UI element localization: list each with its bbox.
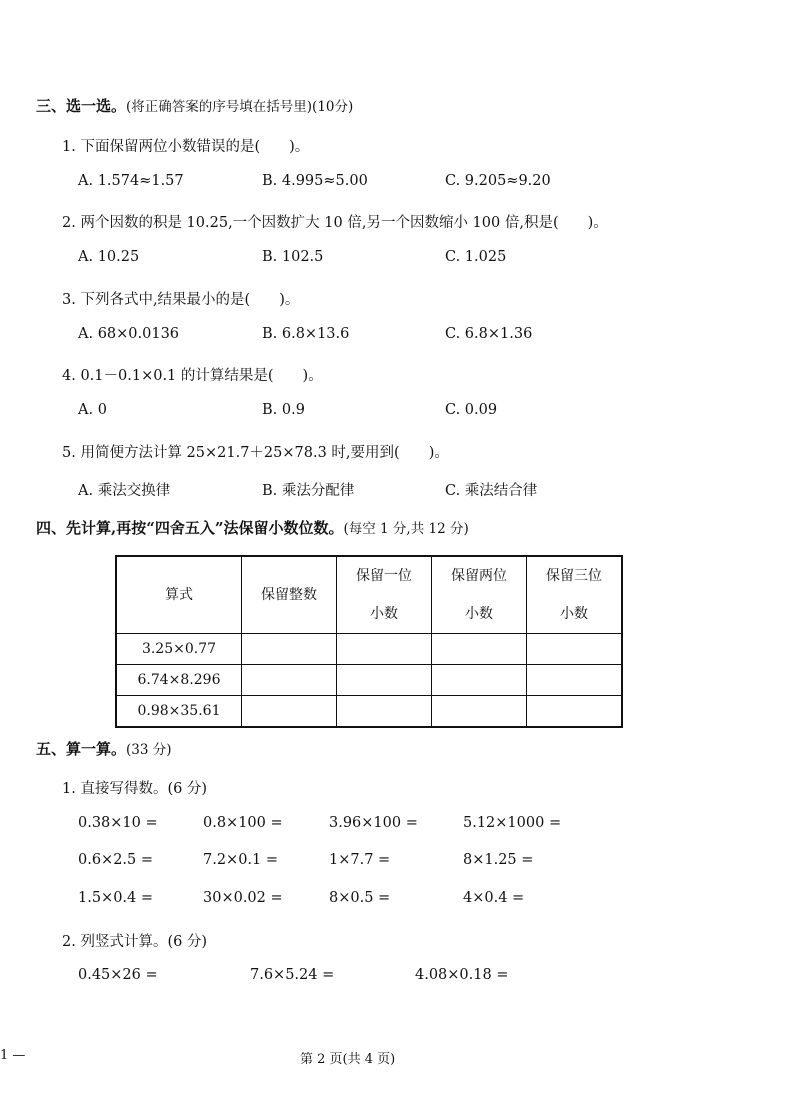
question-4-option-c: C. 0.09 xyxy=(445,402,498,418)
question-3-option-c: C. 6.8×1.36 xyxy=(445,326,533,342)
mental-problem: 4×0.4 = xyxy=(463,890,525,906)
section4-heading xyxy=(36,517,469,538)
mental-problem: 3.96×100 = xyxy=(329,815,418,831)
vertical-problem: 7.6×5.24 = xyxy=(250,967,335,983)
mental-problem: 0.38×10 = xyxy=(78,815,158,831)
question-5-option-c: C. 乘法结合律 xyxy=(445,483,538,499)
page-number: 第 2 页(共 4 页) xyxy=(300,1052,396,1067)
question-2-option-b: B. 102.5 xyxy=(262,249,324,265)
answer-cell[interactable] xyxy=(527,696,623,728)
mental-problem: 7.2×0.1 = xyxy=(203,852,279,868)
question-4-option-b: B. 0.9 xyxy=(262,402,305,418)
vertical-problem: 0.45×26 = xyxy=(78,967,158,983)
answer-cell[interactable] xyxy=(337,634,432,665)
section5-note: (33 分) xyxy=(126,742,172,758)
mental-problem: 8×0.5 = xyxy=(329,890,391,906)
header-formula: 算式 xyxy=(116,556,242,634)
mental-problem: 5.12×1000 = xyxy=(463,815,562,831)
mental-problem: 1.5×0.4 = xyxy=(78,890,154,906)
answer-cell[interactable] xyxy=(527,665,623,696)
section4-title: 四、先计算,再按“四舍五入”法保留小数位数。 xyxy=(36,519,344,537)
header-one-decimal: 保留一位 小数 xyxy=(337,556,432,634)
answer-cell[interactable] xyxy=(242,634,337,665)
table-header-row xyxy=(116,556,622,634)
table-row xyxy=(116,665,622,696)
question-1-option-a: A. 1.574≈1.57 xyxy=(78,173,184,189)
row-formula: 0.98×35.61 xyxy=(116,696,242,728)
answer-cell[interactable] xyxy=(337,665,432,696)
question-2-option-c: C. 1.025 xyxy=(445,249,507,265)
answer-cell[interactable] xyxy=(242,665,337,696)
mental-problem: 0.6×2.5 = xyxy=(78,852,154,868)
row-formula: 3.25×0.77 xyxy=(116,634,242,665)
question-4-stem: 4. 0.1－0.1×0.1 的计算结果是( )。 xyxy=(62,368,323,384)
section3-note: (将正确答案的序号填在括号里)(10分) xyxy=(126,99,354,115)
section3-heading xyxy=(36,95,353,116)
question-1-option-b: B. 4.995≈5.00 xyxy=(262,173,368,189)
section3-title: 三、选一选。 xyxy=(36,97,127,115)
question-2-option-a: A. 10.25 xyxy=(78,249,140,265)
answer-cell[interactable] xyxy=(527,634,623,665)
rounding-table xyxy=(115,555,623,728)
section5-heading xyxy=(36,738,172,759)
answer-cell[interactable] xyxy=(432,634,527,665)
question-3-stem: 3. 下列各式中,结果最小的是( )。 xyxy=(62,292,300,308)
table-row xyxy=(116,634,622,665)
answer-cell[interactable] xyxy=(337,696,432,728)
subsection-vertical-calc: 2. 列竖式计算。(6 分) xyxy=(62,934,208,950)
mental-problem: 1×7.7 = xyxy=(329,852,391,868)
answer-cell[interactable] xyxy=(432,696,527,728)
question-1-stem: 1. 下面保留两位小数错误的是( )。 xyxy=(62,139,310,155)
vertical-problem: 4.08×0.18 = xyxy=(415,967,509,983)
header-integer: 保留整数 xyxy=(242,556,337,634)
header-three-decimal: 保留三位 小数 xyxy=(527,556,623,634)
question-3-option-a: A. 68×0.0136 xyxy=(78,326,180,342)
table-row xyxy=(116,696,622,728)
page-edge-mark: 1 — xyxy=(0,1048,26,1063)
row-formula: 6.74×8.296 xyxy=(116,665,242,696)
section5-title: 五、算一算。 xyxy=(36,740,127,758)
mental-problem: 30×0.02 = xyxy=(203,890,283,906)
question-5-stem: 5. 用简便方法计算 25×21.7＋25×78.3 时,要用到( )。 xyxy=(62,445,449,461)
answer-cell[interactable] xyxy=(242,696,337,728)
section4-note: (每空 1 分,共 12 分) xyxy=(343,521,469,537)
question-5-option-a: A. 乘法交换律 xyxy=(78,483,171,499)
subsection-mental-calc: 1. 直接写得数。(6 分) xyxy=(62,781,208,797)
mental-problem: 0.8×100 = xyxy=(203,815,283,831)
question-3-option-b: B. 6.8×13.6 xyxy=(262,326,350,342)
answer-cell[interactable] xyxy=(432,665,527,696)
question-5-option-b: B. 乘法分配律 xyxy=(262,483,355,499)
question-2-stem: 2. 两个因数的积是 10.25,一个因数扩大 10 倍,另一个因数缩小 100 倍,积是( )。 xyxy=(62,215,608,231)
header-two-decimal: 保留两位 小数 xyxy=(432,556,527,634)
mental-problem: 8×1.25 = xyxy=(463,852,534,868)
question-1-option-c: C. 9.205≈9.20 xyxy=(445,173,551,189)
question-4-option-a: A. 0 xyxy=(78,402,107,418)
